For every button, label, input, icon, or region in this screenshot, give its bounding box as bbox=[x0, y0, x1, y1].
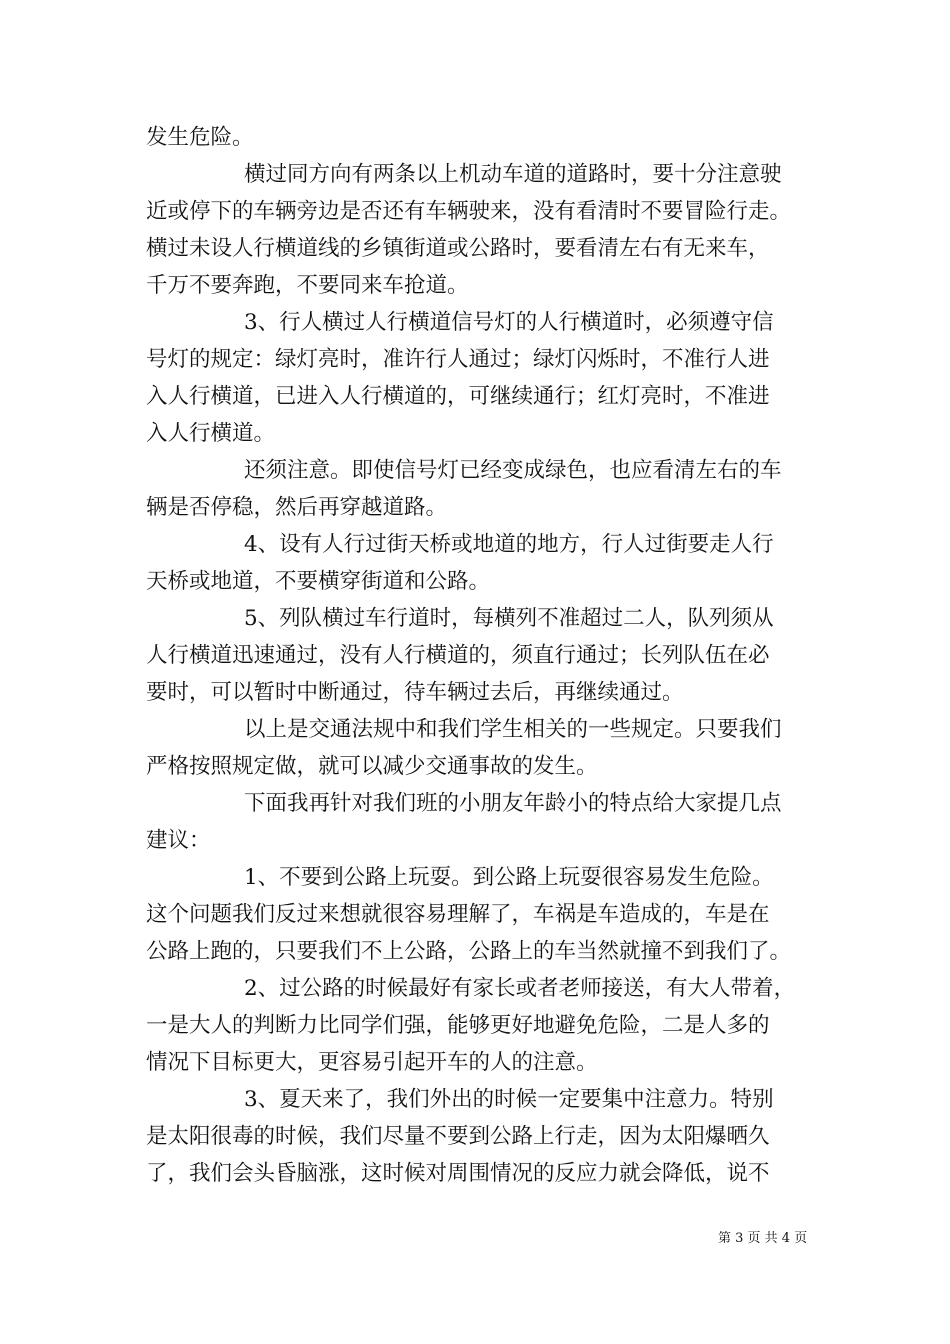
text-line: 号灯的规定：绿灯亮时，准许行人通过；绿灯闪烁时，不准行人进 bbox=[146, 347, 770, 372]
text-line: 这个问题我们反过来想就很容易理解了，车祸是车造成的，车是在 bbox=[146, 902, 770, 927]
text-line: 以上是交通法规中和我们学生相关的一些规定。只要我们 bbox=[244, 717, 782, 742]
text-line: 辆是否停稳，然后再穿越道路。 bbox=[146, 495, 448, 520]
text-line: 千万不要奔跑，不要同来车抢道。 bbox=[146, 273, 469, 298]
text-line: 了，我们会头昏脑涨，这时候对周围情况的反应力就会降低，说不 bbox=[146, 1161, 770, 1186]
text-line: 是太阳很毒的时候，我们尽量不要到公路上行走，因为太阳爆晒久 bbox=[146, 1124, 770, 1149]
text-line: 入人行横道，已进入人行横道的，可继续通行；红灯亮时，不准进 bbox=[146, 384, 770, 409]
text-line: 3、行人横过人行横道信号灯的人行横道时，必须遵守信 bbox=[244, 310, 774, 335]
text-line: 还须注意。即使信号灯已经变成绿色，也应看清左右的车 bbox=[244, 458, 782, 483]
text-line: 3、夏天来了，我们外出的时候一定要集中注意力。特别 bbox=[244, 1087, 774, 1112]
text-line: 近或停下的车辆旁边是否还有车辆驶来，没有看清时不要冒险行走。 bbox=[146, 199, 792, 224]
text-line: 建议： bbox=[146, 828, 211, 853]
text-line: 人行横道迅速通过，没有人行横道的，须直行通过；长列队伍在必 bbox=[146, 643, 770, 668]
text-line: 严格按照规定做，就可以减少交通事故的发生。 bbox=[146, 754, 598, 779]
text-line: 横过未设人行横道线的乡镇街道或公路时，要看清左右有无来车， bbox=[146, 236, 770, 261]
text-line: 情况下目标更大，更容易引起开车的人的注意。 bbox=[146, 1050, 598, 1075]
text-line: 5、列队横过车行道时，每横列不准超过二人，队列须从 bbox=[244, 606, 774, 631]
text-line: 一是大人的判断力比同学们强，能够更好地避免危险，二是人多的 bbox=[146, 1013, 770, 1038]
text-line: 要时，可以暂时中断通过，待车辆过去后，再继续通过。 bbox=[146, 680, 684, 705]
page-number: 第 3 页 共 4 页 bbox=[718, 1231, 808, 1246]
text-line: 4、设有人行过街天桥或地道的地方，行人过街要走人行 bbox=[244, 532, 774, 557]
text-line: 2、过公路的时候最好有家长或者老师接送，有大人带着， bbox=[244, 976, 796, 1001]
text-line: 下面我再针对我们班的小朋友年龄小的特点给大家提几点 bbox=[244, 791, 782, 816]
text-line: 入人行横道。 bbox=[146, 421, 276, 446]
text-line: 公路上跑的，只要我们不上公路，公路上的车当然就撞不到我们了。 bbox=[146, 939, 792, 964]
text-line: 横过同方向有两条以上机动车道的道路时，要十分注意驶 bbox=[244, 162, 782, 187]
text-line: 天桥或地道，不要横穿街道和公路。 bbox=[146, 569, 491, 594]
text-line: 1、不要到公路上玩耍。到公路上玩耍很容易发生危险。 bbox=[244, 865, 774, 890]
text-line: 发生危险。 bbox=[146, 125, 254, 150]
